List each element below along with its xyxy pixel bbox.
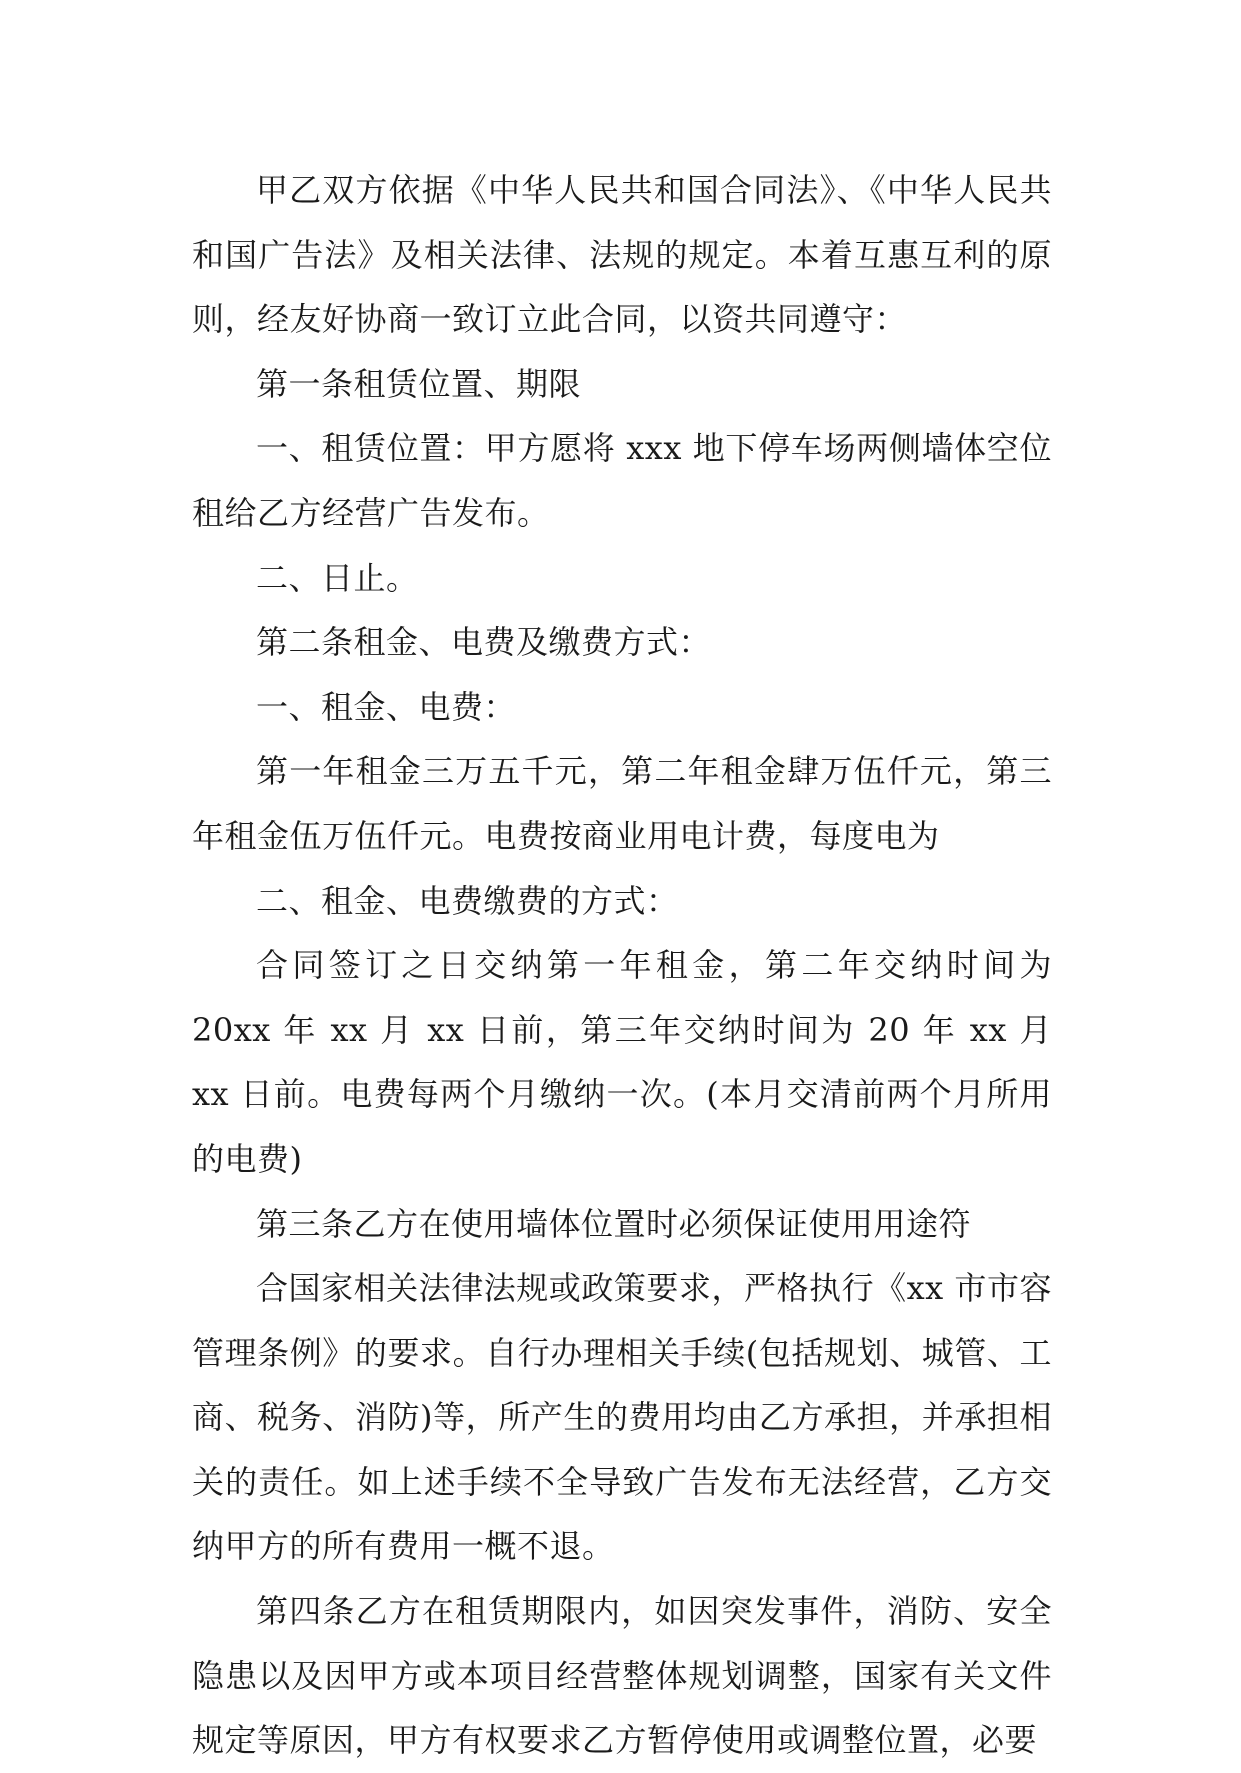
contract-body <box>192 158 1052 1773</box>
paragraph-lease-location: 一、租赁位置：甲方愿将 xxx 地下停车场两侧墙体空位租给乙方经营广告发布。 <box>192 429 1052 532</box>
paragraph-article-3-body: 合国家相关法律法规或政策要求，严格执行《xx 市市容管理条例》的要求。自行办理相关手续(包括规划、城管、工商、税务、消防)等，所产生的费用均由乙方承担，并承担相关的责任。如上述手续不全导致广告发布无法经营，乙方交纳甲方的所有费用一概不退。 <box>192 1269 1052 1566</box>
paragraph-preamble: 甲乙双方依据《中华人民共和国合同法》、《中华人民共和国广告法》及相关法律、法规的规定。本着互惠互利的原则，经友好协商一致订立此合同，以资共同遵守： <box>192 171 1052 339</box>
paragraph-rent-electricity-heading: 一、租金、电费： <box>256 687 517 726</box>
paragraph-payment-method-heading: 二、租金、电费缴费的方式： <box>256 881 679 920</box>
paragraph-lease-term: 二、日止。 <box>256 558 419 597</box>
paragraph-article-4-body: 第四条乙方在租赁期限内，如因突发事件，消防、安全隐患以及因甲方或本项目经营整体规划调整，国家有关文件规定等原因，甲方有权要求乙方暂停使用或调整位置，必要 <box>192 1592 1052 1760</box>
paragraph-rent-amounts: 第一年租金三万五千元，第二年租金肆万伍仟元，第三年租金伍万伍仟元。电费按商业用电计费，每度电为 <box>192 752 1052 855</box>
paragraph-article-1-heading: 第一条租赁位置、期限 <box>256 364 582 403</box>
paragraph-payment-schedule: 合同签订之日交纳第一年租金，第二年交纳时间为 20xx 年 xx 月 xx 日前，第三年交纳时间为 20 年 xx 月 xx 日前。电费每两个月缴纳一次。(本月交清前两个月所用的电费) <box>192 946 1052 1178</box>
paragraph-article-3-heading: 第三条乙方在使用墙体位置时必须保证使用用途符 <box>256 1204 972 1243</box>
paragraph-article-2-heading: 第二条租金、电费及缴费方式： <box>256 623 712 662</box>
